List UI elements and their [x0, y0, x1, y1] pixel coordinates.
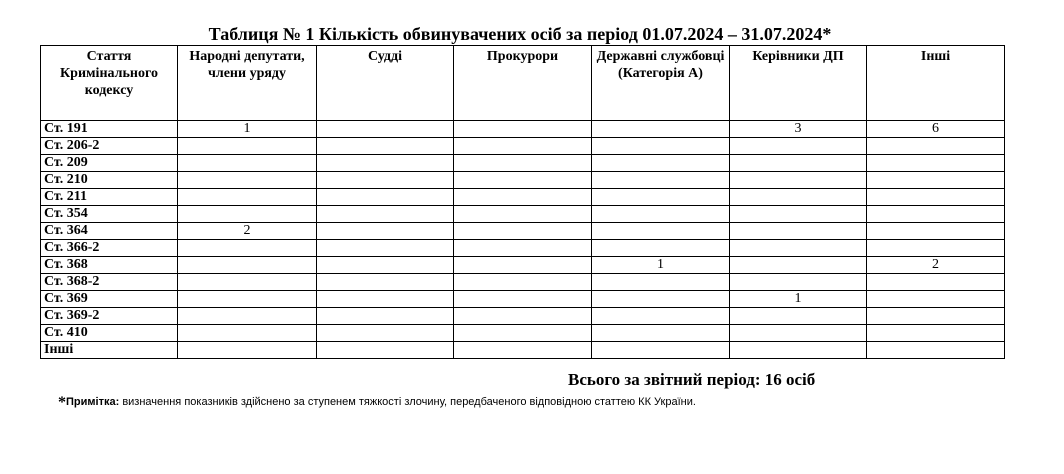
value-cell: [178, 189, 317, 206]
article-cell: Ст. 210: [41, 172, 178, 189]
table-row: [41, 342, 1005, 359]
value-cell: [178, 342, 317, 359]
value-cell: [730, 342, 867, 359]
value-cell: [454, 274, 592, 291]
value-cell: [454, 240, 592, 257]
article-cell: Ст. 211: [41, 189, 178, 206]
value-cell: [317, 223, 454, 240]
footnote-text: визначення показників здійснено за ступенем тяжкості злочину, передбаченого відповідною статтею КК України.: [119, 396, 696, 408]
value-cell: [867, 274, 1005, 291]
article-cell: Ст. 369: [41, 291, 178, 308]
value-cell: [317, 172, 454, 189]
value-cell: [592, 189, 730, 206]
value-cell: [454, 257, 592, 274]
value-cell: [178, 291, 317, 308]
value-cell: 2: [867, 257, 1005, 274]
column-header-others: Інші: [867, 46, 1005, 121]
value-cell: [730, 189, 867, 206]
value-cell: [178, 155, 317, 172]
value-cell: [867, 325, 1005, 342]
value-cell: [592, 172, 730, 189]
value-cell: [867, 223, 1005, 240]
column-header-deputies: Народні депутати, члени уряду: [178, 46, 317, 121]
value-cell: [592, 121, 730, 138]
value-cell: [592, 274, 730, 291]
value-cell: [454, 342, 592, 359]
value-cell: [454, 291, 592, 308]
table-row: [41, 189, 1005, 206]
table-row: [41, 325, 1005, 342]
value-cell: [592, 206, 730, 223]
footnote-label: Примітка:: [66, 396, 120, 408]
value-cell: [454, 325, 592, 342]
value-cell: [178, 240, 317, 257]
value-cell: 1: [178, 121, 317, 138]
column-header-state-enterprise-heads: Керівники ДП: [730, 46, 867, 121]
value-cell: 1: [592, 257, 730, 274]
value-cell: [730, 206, 867, 223]
value-cell: [730, 274, 867, 291]
table-row: [41, 172, 1005, 189]
value-cell: [867, 308, 1005, 325]
column-header-judges: Судді: [317, 46, 454, 121]
value-cell: [454, 308, 592, 325]
value-cell: [867, 342, 1005, 359]
column-header-prosecutors: Прокурори: [454, 46, 592, 121]
value-cell: [867, 155, 1005, 172]
value-cell: [867, 172, 1005, 189]
value-cell: [730, 138, 867, 155]
header-row: [41, 46, 1005, 121]
value-cell: [592, 325, 730, 342]
value-cell: [178, 325, 317, 342]
value-cell: [592, 342, 730, 359]
value-cell: [867, 138, 1005, 155]
value-cell: [178, 206, 317, 223]
value-cell: [178, 274, 317, 291]
value-cell: [454, 223, 592, 240]
article-cell: Ст. 209: [41, 155, 178, 172]
value-cell: [454, 138, 592, 155]
value-cell: [178, 172, 317, 189]
value-cell: [592, 138, 730, 155]
value-cell: [454, 172, 592, 189]
value-cell: [730, 172, 867, 189]
value-cell: [592, 223, 730, 240]
table-row: [41, 291, 1005, 308]
value-cell: [730, 155, 867, 172]
value-cell: [454, 189, 592, 206]
value-cell: [867, 240, 1005, 257]
value-cell: [730, 308, 867, 325]
article-cell: Ст. 191: [41, 121, 178, 138]
value-cell: [592, 155, 730, 172]
value-cell: [317, 342, 454, 359]
article-cell: Ст. 368: [41, 257, 178, 274]
value-cell: [317, 257, 454, 274]
article-cell: Ст. 354: [41, 206, 178, 223]
table-row: [41, 240, 1005, 257]
value-cell: [317, 240, 454, 257]
table-row: [41, 274, 1005, 291]
value-cell: [317, 325, 454, 342]
value-cell: [592, 291, 730, 308]
value-cell: [178, 308, 317, 325]
value-cell: [454, 121, 592, 138]
value-cell: [454, 206, 592, 223]
article-cell: Ст. 364: [41, 223, 178, 240]
column-header-civil-servants: Державні службовці (Категорія А): [592, 46, 730, 121]
value-cell: [730, 325, 867, 342]
value-cell: [730, 257, 867, 274]
value-cell: [317, 291, 454, 308]
value-cell: [178, 138, 317, 155]
value-cell: [454, 155, 592, 172]
value-cell: [867, 189, 1005, 206]
article-cell: Ст. 366-2: [41, 240, 178, 257]
value-cell: [317, 155, 454, 172]
value-cell: [867, 206, 1005, 223]
article-cell: Ст. 206-2: [41, 138, 178, 155]
value-cell: 6: [867, 121, 1005, 138]
value-cell: [730, 240, 867, 257]
table-row: [41, 155, 1005, 172]
footnote-star: *: [58, 394, 66, 411]
value-cell: [178, 257, 317, 274]
value-cell: 2: [178, 223, 317, 240]
table-row: [41, 206, 1005, 223]
column-header-article: Стаття Кримінального кодексу: [41, 46, 178, 121]
table-row: [41, 308, 1005, 325]
indictment-table: [40, 45, 1005, 359]
value-cell: [317, 138, 454, 155]
article-cell: Ст. 368-2: [41, 274, 178, 291]
value-cell: [592, 240, 730, 257]
table-row: [41, 257, 1005, 274]
table-row: [41, 138, 1005, 155]
table-row: [41, 223, 1005, 240]
footnote: [58, 394, 696, 412]
table-title: Таблиця № 1 Кількість обвинувачених осіб за період 01.07.2024 – 31.07.2024*: [208, 24, 832, 44]
value-cell: 1: [730, 291, 867, 308]
table-row: [41, 121, 1005, 138]
value-cell: 3: [730, 121, 867, 138]
value-cell: [592, 308, 730, 325]
article-cell: Ст. 369-2: [41, 308, 178, 325]
value-cell: [317, 189, 454, 206]
article-cell: Інші: [41, 342, 178, 359]
value-cell: [317, 308, 454, 325]
value-cell: [317, 121, 454, 138]
total-summary: Всього за звітний період: 16 осіб: [568, 370, 816, 389]
value-cell: [730, 223, 867, 240]
value-cell: [317, 274, 454, 291]
value-cell: [317, 206, 454, 223]
article-cell: Ст. 410: [41, 325, 178, 342]
value-cell: [867, 291, 1005, 308]
